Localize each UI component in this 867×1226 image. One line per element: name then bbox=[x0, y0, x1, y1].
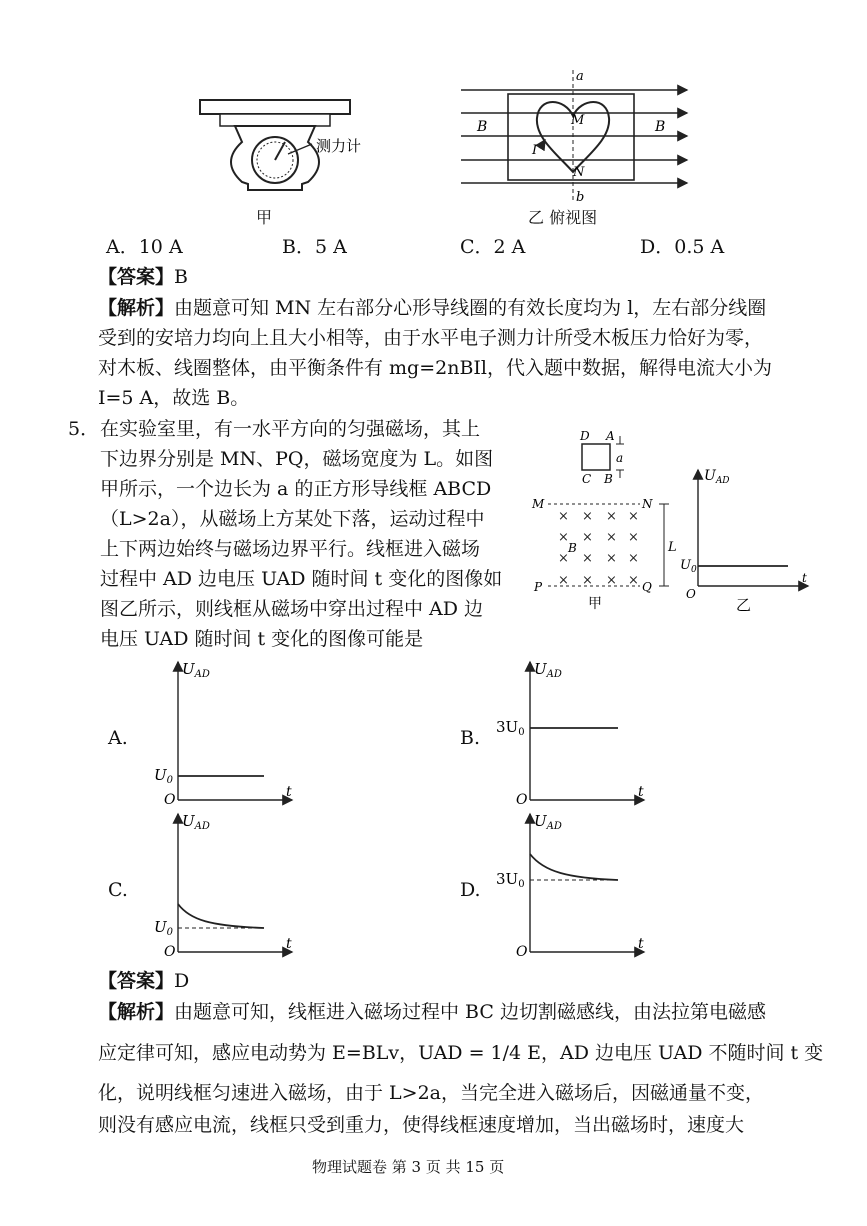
svg-text:UAD: $U_{AD}$ bbox=[182, 812, 210, 832]
q5-option-b-graph bbox=[492, 656, 662, 808]
svg-text:×: × bbox=[628, 530, 639, 545]
magnetic-field-figure bbox=[528, 428, 688, 618]
svg-text:U0: $U_0$ bbox=[154, 918, 174, 938]
q5-stem-6: 过程中 AD 边电压 UAD 随时间 t 变化的图像如 bbox=[100, 568, 503, 590]
svg-text:t: t bbox=[286, 936, 292, 952]
q5-stem-7: 图乙所示，则线框从磁场中穿出过程中 AD 边 bbox=[100, 598, 484, 620]
svg-text:×: × bbox=[606, 509, 617, 524]
q4-analysis-line-1: 【解析】由题意可知 MN 左右部分心形导线圈的有效长度均为 l，左右部分线圈 bbox=[98, 297, 767, 319]
svg-text:O: O bbox=[516, 944, 528, 960]
q5-stem-8: 电压 UAD 随时间 t 变化的图像可能是 bbox=[100, 628, 424, 650]
q5-analysis-line-3: 化，说明线框匀速进入磁场，由于 L>2a，当完全进入磁场后，因磁通量不变， bbox=[98, 1082, 764, 1104]
svg-text:×: × bbox=[582, 530, 593, 545]
svg-text:×: × bbox=[582, 551, 593, 566]
q4-choice-b: B．5 A bbox=[282, 236, 347, 258]
q4-answer bbox=[98, 262, 188, 292]
svg-text:×: × bbox=[558, 509, 569, 524]
q5-stem-4: （L>2a），从磁场上方某处下落，运动过程中 bbox=[100, 508, 485, 530]
svg-text:a: a bbox=[616, 451, 624, 465]
svg-text:A: A bbox=[606, 429, 615, 443]
q5-stem-3: 甲所示，一个边长为 a 的正方形导线框 ABCD bbox=[100, 478, 492, 500]
svg-text:×: × bbox=[606, 551, 617, 566]
q4-analysis-line-2: 受到的安培力均向上且大小相等，由于水平电子测力计所受木板压力恰好为零， bbox=[98, 327, 764, 349]
meter-label: 测力计 bbox=[316, 137, 362, 155]
figure-caption-yi: 乙 俯视图 bbox=[528, 208, 598, 227]
svg-text:Q: Q bbox=[642, 580, 652, 594]
scale-plate bbox=[200, 100, 350, 114]
q4-choice-a: A．10 A bbox=[106, 236, 183, 258]
svg-text:×: × bbox=[582, 573, 593, 588]
q5-option-c-graph bbox=[150, 808, 310, 960]
svg-text:×: × bbox=[606, 530, 617, 545]
svg-text:O: O bbox=[516, 792, 528, 808]
answer-tag: 【答案】 bbox=[98, 970, 175, 992]
svg-text:D: D bbox=[580, 429, 590, 443]
svg-text:O: O bbox=[164, 792, 176, 808]
svg-text:O: O bbox=[686, 587, 696, 601]
q5-option-a-letter: A. bbox=[108, 727, 128, 749]
heart-coil-figure bbox=[455, 68, 695, 208]
q5-stem-1: 在实验室里，有一水平方向的匀强磁场，其上 bbox=[100, 418, 481, 440]
q5-analysis-line-2: 应定律可知，感应电动势为 E=BLv，UAD = 1/4 E，AD 边电压 UAD 不随时间 t 变 bbox=[98, 1042, 824, 1064]
q5-option-d-letter: D. bbox=[460, 879, 481, 901]
answer-value: B bbox=[174, 266, 188, 288]
square-frame bbox=[582, 444, 610, 470]
svg-text:B: B bbox=[604, 472, 613, 486]
q5-option-a-graph bbox=[150, 656, 310, 808]
svg-text:甲: 甲 bbox=[588, 596, 602, 612]
label-B-left: B bbox=[477, 119, 488, 135]
q5-option-c-letter: C. bbox=[108, 879, 128, 901]
svg-text:U0: $U_0$ bbox=[154, 766, 174, 786]
scale-figure bbox=[190, 92, 390, 222]
label-N: N bbox=[573, 165, 585, 180]
q5-stem-5: 上下两边始终与磁场边界平行。线框进入磁场 bbox=[100, 538, 481, 560]
svg-text:×: × bbox=[558, 551, 569, 566]
q5-analysis-line-1: 【解析】由题意可知，线框进入磁场过程中 BC 边切割磁感线，由法拉第电磁感 bbox=[98, 1001, 766, 1023]
q5-stem-2: 下边界分别是 MN、PQ，磁场宽度为 L。如图 bbox=[100, 448, 494, 470]
analysis-tag: 【解析】 bbox=[98, 297, 175, 319]
page-footer: 物理试题卷 第 3 页 共 15 页 bbox=[312, 1158, 505, 1176]
svg-text:t: t bbox=[802, 571, 807, 585]
answer-value: D bbox=[174, 970, 190, 992]
q4-choice-d: D．0.5 A bbox=[640, 236, 725, 258]
label-B-right: B bbox=[655, 119, 666, 135]
q4-choice-c: C．2 A bbox=[460, 236, 526, 258]
analysis-tag: 【解析】 bbox=[98, 1001, 175, 1023]
svg-text:3U0: $3U_0$ bbox=[496, 870, 525, 890]
q4-analysis-line-4: I=5 A，故选 B。 bbox=[98, 387, 250, 409]
q5-answer bbox=[98, 966, 189, 996]
svg-text:乙: 乙 bbox=[736, 596, 752, 614]
scale-neck bbox=[220, 114, 330, 126]
q5-option-d-graph bbox=[492, 808, 662, 960]
svg-text:UAD: $U_{AD}$ bbox=[534, 660, 562, 680]
svg-text:N: N bbox=[642, 497, 653, 511]
svg-text:×: × bbox=[628, 573, 639, 588]
wooden-board bbox=[508, 94, 634, 180]
svg-text:×: × bbox=[582, 509, 593, 524]
svg-text:×: × bbox=[558, 573, 569, 588]
svg-text:O: O bbox=[164, 944, 176, 960]
svg-text:t: t bbox=[638, 936, 644, 952]
svg-text:U0: $U_0$ bbox=[680, 558, 697, 575]
q5-number: 5． bbox=[68, 418, 100, 440]
label-a: a bbox=[576, 69, 584, 84]
svg-text:C: C bbox=[582, 472, 592, 486]
graph-yi bbox=[680, 462, 820, 617]
svg-text:t: t bbox=[638, 784, 644, 800]
svg-text:M: M bbox=[532, 497, 545, 511]
svg-text:×: × bbox=[558, 530, 569, 545]
figure-caption-jia: 甲 bbox=[256, 208, 273, 227]
svg-text:t: t bbox=[286, 784, 292, 800]
svg-text:P: P bbox=[534, 580, 543, 594]
svg-text:L: L bbox=[668, 540, 677, 555]
svg-text:B: B bbox=[568, 541, 577, 555]
answer-tag: 【答案】 bbox=[98, 266, 175, 288]
svg-text:×: × bbox=[628, 509, 639, 524]
label-M: M bbox=[571, 113, 585, 128]
svg-text:3U0: $3U_0$ bbox=[496, 718, 525, 738]
q5-analysis-line-4: 则没有感应电流，线框只受到重力，使得线框速度增加，当出磁场时，速度大 bbox=[98, 1114, 745, 1136]
svg-text:UAD: $U_{AD}$ bbox=[534, 812, 562, 832]
q5-option-b-letter: B. bbox=[460, 727, 481, 749]
svg-text:×: × bbox=[628, 551, 639, 566]
svg-text:UAD: $U_{AD}$ bbox=[704, 468, 730, 486]
q4-analysis-line-3: 对木板、线圈整体，由平衡条件有 mg=2nBIl，代入题中数据，解得电流大小为 bbox=[98, 357, 773, 379]
svg-text:UAD: $U_{AD}$ bbox=[182, 660, 210, 680]
label-b: b bbox=[576, 190, 585, 205]
svg-text:×: × bbox=[606, 573, 617, 588]
label-I: I bbox=[532, 143, 538, 158]
